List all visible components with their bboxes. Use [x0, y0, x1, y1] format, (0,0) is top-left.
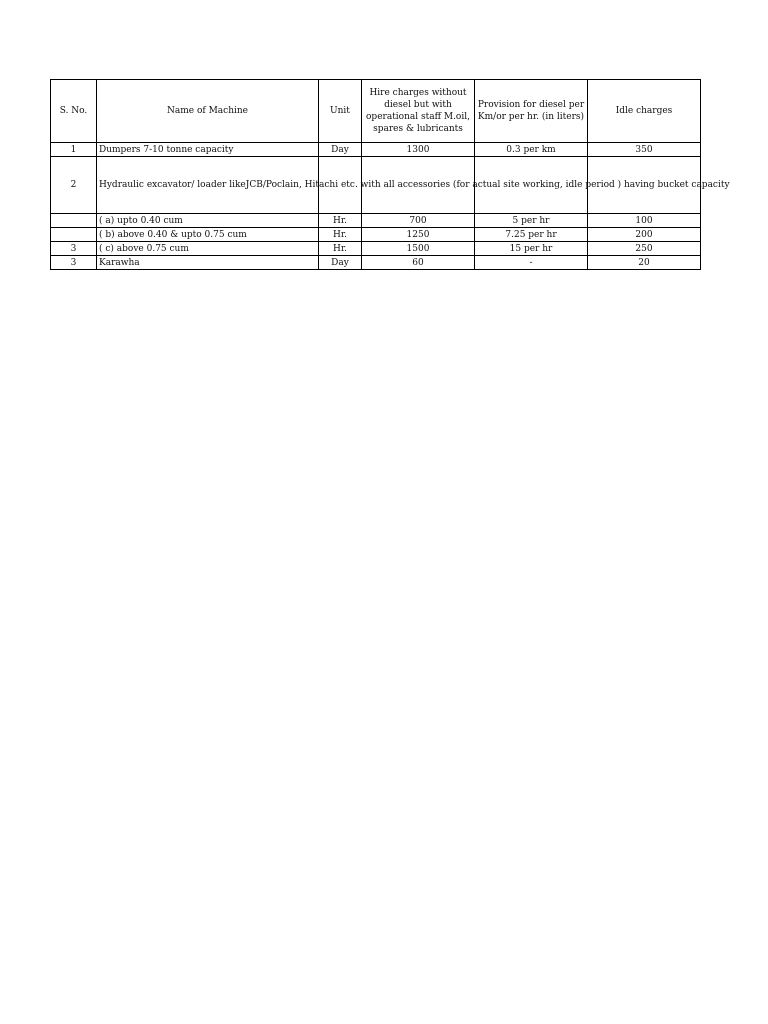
cell-idle-charges: 350 [588, 143, 701, 157]
cell-sno [51, 214, 97, 228]
table-row [51, 157, 701, 214]
header-unit: Unit [319, 80, 362, 143]
cell-unit: Hr. [319, 228, 362, 242]
cell-unit: Day [319, 143, 362, 157]
table-row [51, 242, 701, 256]
cell-diesel-provision: 15 per hr [475, 242, 588, 256]
cell-machine-name: Dumpers 7-10 tonne capacity [97, 143, 319, 157]
table-row [51, 228, 701, 242]
header-sno: S. No. [51, 80, 97, 143]
cell-unit: Hr. [319, 242, 362, 256]
cell-unit: Day [319, 256, 362, 270]
table-row [51, 214, 701, 228]
cell-machine-name: Karawha [97, 256, 319, 270]
header-idle-charges: Idle charges [588, 80, 701, 143]
cell-sno: 3 [51, 256, 97, 270]
cell-sno: 3 [51, 242, 97, 256]
table-row [51, 143, 701, 157]
cell-idle-charges: 20 [588, 256, 701, 270]
cell-idle-charges: 250 [588, 242, 701, 256]
cell-hire-charges: 700 [362, 214, 475, 228]
cell-machine-name: ( a) upto 0.40 cum [97, 214, 319, 228]
cell-diesel-provision: 7.25 per hr [475, 228, 588, 242]
header-hire-charges: Hire charges without diesel but with operational staff M.oil, spares & lubricants [362, 80, 475, 143]
spreadsheet-page [50, 79, 730, 270]
cell-diesel-provision: - [475, 256, 588, 270]
header-diesel-provision: Provision for diesel per Km/or per hr. (in liters) [475, 80, 588, 143]
cell-sno: 1 [51, 143, 97, 157]
header-name-of-machine: Name of Machine [97, 80, 319, 143]
cell-hire-charges: 1250 [362, 228, 475, 242]
cell-hire-charges: 1300 [362, 143, 475, 157]
cell-unit: Hr. [319, 214, 362, 228]
cell-machine-name: ( b) above 0.40 & upto 0.75 cum [97, 228, 319, 242]
cell-sno [51, 228, 97, 242]
table-row [51, 256, 701, 270]
table-header-row [51, 80, 701, 143]
cell-idle-charges: 200 [588, 228, 701, 242]
cell-diesel-provision: 5 per hr [475, 214, 588, 228]
hire-charges-table [50, 79, 730, 270]
cell-sno: 2 [51, 157, 97, 214]
cell-idle-charges: 100 [588, 214, 701, 228]
cell-diesel-provision: 0.3 per km [475, 143, 588, 157]
cell-machine-name: ( c) above 0.75 cum [97, 242, 319, 256]
cell-hire-charges: 60 [362, 256, 475, 270]
cell-hire-charges: 1500 [362, 242, 475, 256]
cell-machine-name: Hydraulic excavator/ loader likeJCB/Poclain, Hitachi etc. with all accessories (for actual site working, idle period ) having bucket capacity [97, 157, 319, 214]
